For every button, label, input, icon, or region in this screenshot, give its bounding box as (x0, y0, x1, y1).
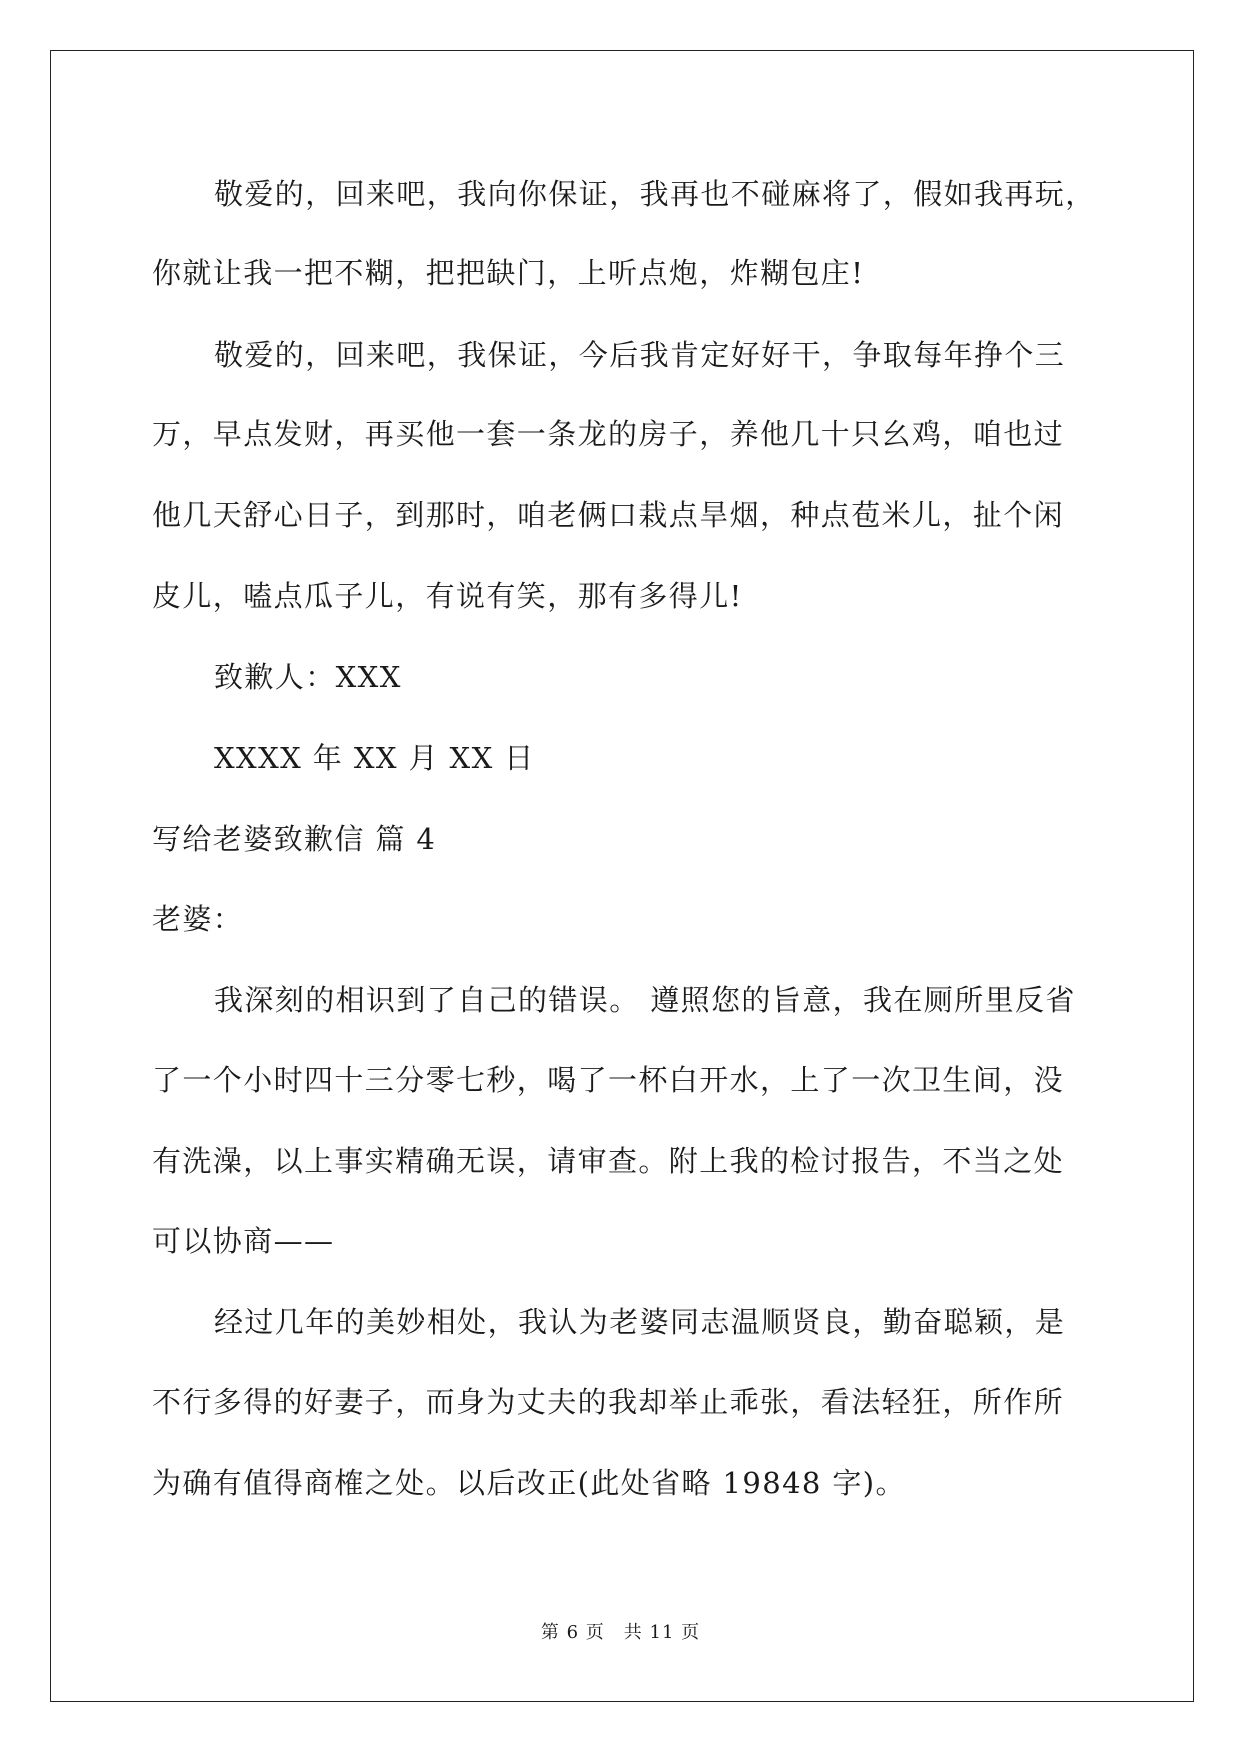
page-border (50, 50, 1194, 1702)
paragraph-line: 不行多得的好妻子，而身为丈夫的我却举止乖张，看法轻狂，所作所 (152, 1385, 1065, 1419)
paragraph-line: 经过几年的美妙相处，我认为老婆同志温顺贤良，勤奋聪颖，是 (214, 1305, 1066, 1339)
paragraph-line: 万，早点发财，再买他一套一条龙的房子，养他几十只幺鸡，咱也过 (152, 417, 1065, 451)
date-line: XXXX 年 XX 月 XX 日 (214, 741, 535, 775)
salutation: 老婆： (152, 902, 244, 936)
paragraph-line: 有洗澡，以上事实精确无误，请审查。附上我的检讨报告，不当之处 (152, 1144, 1065, 1178)
paragraph-line: 他几天舒心日子，到那时，咱老俩口栽点旱烟，种点苞米儿，扯个闲 (152, 498, 1065, 532)
paragraph-line: 皮儿，嗑点瓜子儿，有说有笑，那有多得儿! (152, 579, 743, 613)
signature-line: 致歉人：XXX (214, 660, 402, 694)
paragraph-line: 了一个小时四十三分零七秒，喝了一杯白开水，上了一次卫生间，没 (152, 1063, 1065, 1097)
paragraph-line: 敬爱的，回来吧，我保证，今后我肯定好好干，争取每年挣个三 (214, 338, 1066, 372)
paragraph-line: 为确有值得商榷之处。以后改正(此处省略 19848 字)。 (152, 1466, 906, 1500)
paragraph-line: 你就让我一把不糊，把把缺门，上听点炮，炸糊包庄! (152, 256, 865, 290)
paragraph-line: 我深刻的相识到了自己的错误。 遵照您的旨意，我在厕所里反省 (214, 983, 1076, 1017)
paragraph-line: 敬爱的，回来吧，我向你保证，我再也不碰麻将了，假如我再玩， (214, 177, 1096, 211)
page-number-footer: 第 6 页 共 11 页 (540, 1622, 701, 1643)
paragraph-line: 可以协商—— (152, 1224, 335, 1258)
section-heading: 写给老婆致歉信 篇 4 (152, 822, 437, 856)
